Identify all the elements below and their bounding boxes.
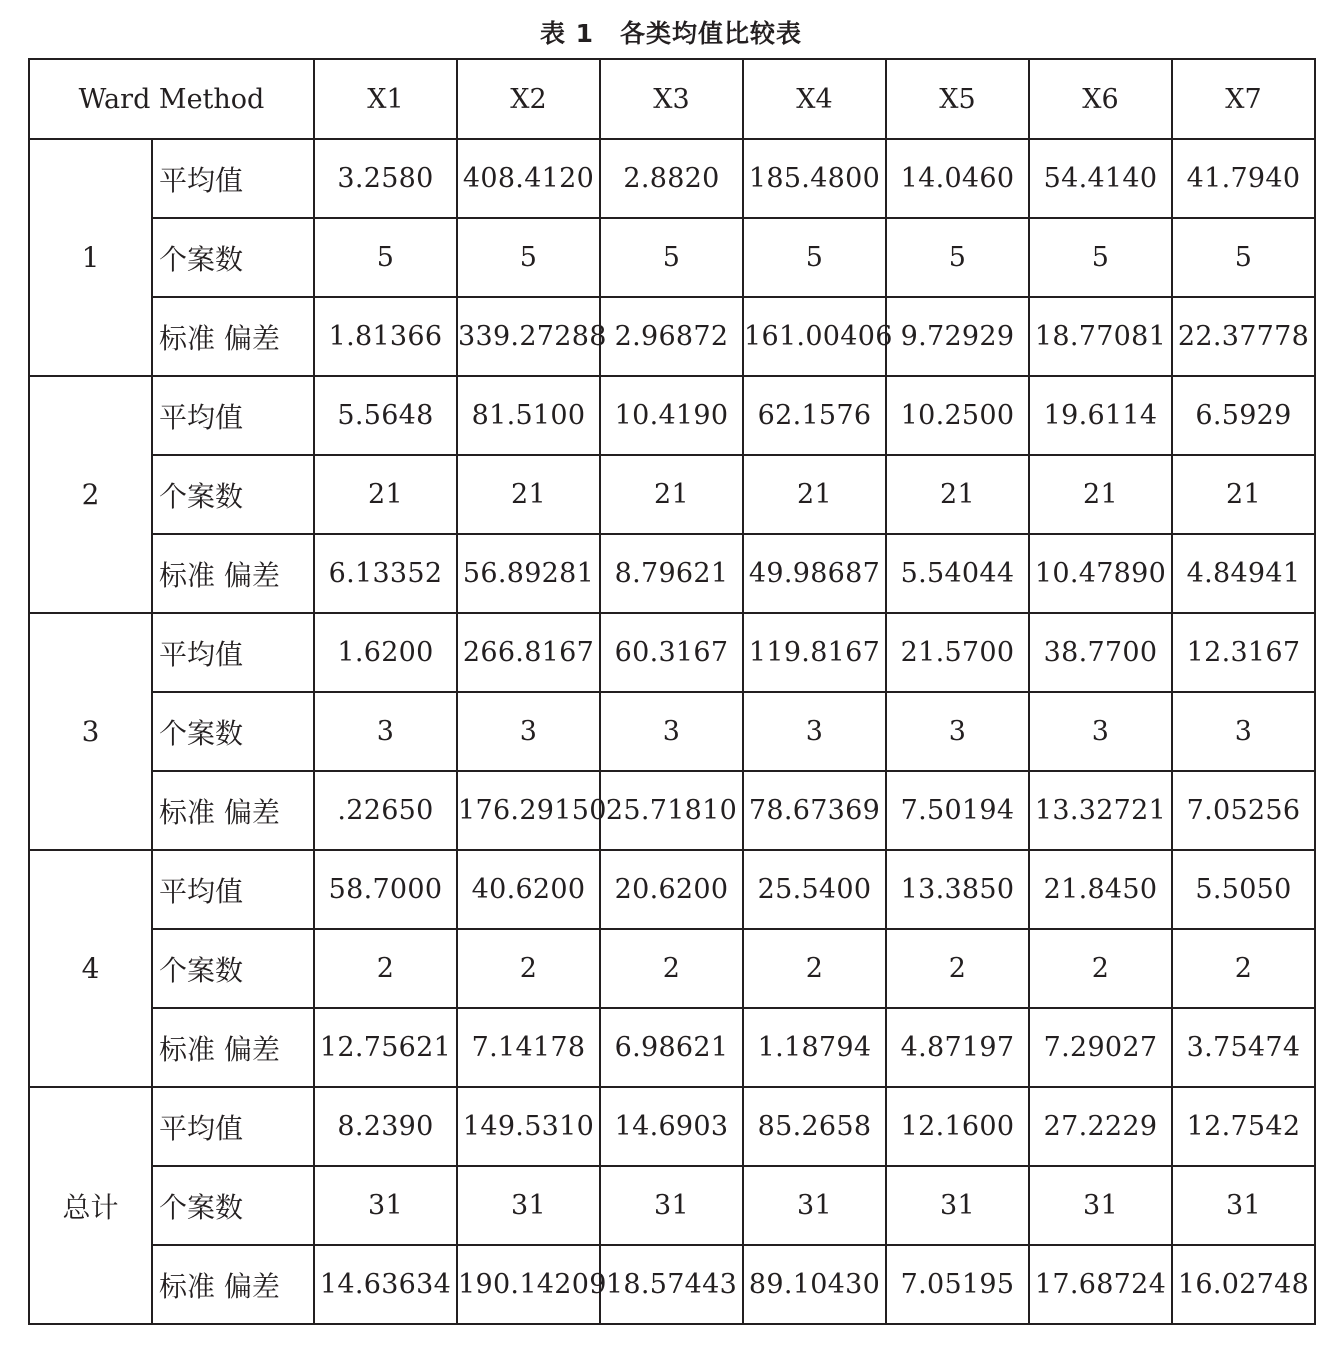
- stat-label: 个案数: [152, 1166, 314, 1245]
- table-row: [29, 692, 1315, 771]
- value-cell: 21.5700: [886, 613, 1029, 692]
- value-cell: 3: [886, 692, 1029, 771]
- value-cell: 6.98621: [600, 1008, 743, 1087]
- value-cell: 49.98687: [743, 534, 886, 613]
- stat-label: 标准 偏差: [152, 1245, 314, 1324]
- header-row: [29, 59, 1315, 139]
- value-cell: 2: [457, 929, 600, 1008]
- value-cell: 3: [457, 692, 600, 771]
- value-cell: 31: [1029, 1166, 1172, 1245]
- value-cell: 31: [886, 1166, 1029, 1245]
- value-cell: 5: [1029, 218, 1172, 297]
- value-cell: 31: [1172, 1166, 1315, 1245]
- value-cell: 7.50194: [886, 771, 1029, 850]
- value-cell: 25.71810: [600, 771, 743, 850]
- value-cell: 185.4800: [743, 139, 886, 218]
- value-cell: 38.7700: [1029, 613, 1172, 692]
- table-row: [29, 613, 1315, 692]
- value-cell: 1.81366: [314, 297, 457, 376]
- stat-label: 个案数: [152, 692, 314, 771]
- value-cell: 266.8167: [457, 613, 600, 692]
- value-cell: 119.8167: [743, 613, 886, 692]
- value-cell: 16.02748: [1172, 1245, 1315, 1324]
- table-row: [29, 929, 1315, 1008]
- value-cell: 56.89281: [457, 534, 600, 613]
- value-cell: 7.29027: [1029, 1008, 1172, 1087]
- value-cell: 21: [886, 455, 1029, 534]
- value-cell: 10.2500: [886, 376, 1029, 455]
- group-label: 4: [29, 850, 152, 1087]
- value-cell: 5.5648: [314, 376, 457, 455]
- column-header: X2: [457, 59, 600, 139]
- value-cell: 13.3850: [886, 850, 1029, 929]
- value-cell: 408.4120: [457, 139, 600, 218]
- value-cell: 4.84941: [1172, 534, 1315, 613]
- value-cell: 1.18794: [743, 1008, 886, 1087]
- column-header: X3: [600, 59, 743, 139]
- value-cell: 5: [600, 218, 743, 297]
- value-cell: 20.6200: [600, 850, 743, 929]
- value-cell: 21: [314, 455, 457, 534]
- table-row: [29, 1166, 1315, 1245]
- stat-label: 平均值: [152, 376, 314, 455]
- value-cell: 3.2580: [314, 139, 457, 218]
- cluster-means-table: [28, 58, 1316, 1325]
- table-row: [29, 455, 1315, 534]
- value-cell: 19.6114: [1029, 376, 1172, 455]
- value-cell: 22.37778: [1172, 297, 1315, 376]
- value-cell: 5: [1172, 218, 1315, 297]
- value-cell: 5.54044: [886, 534, 1029, 613]
- value-cell: 3: [600, 692, 743, 771]
- value-cell: 17.68724: [1029, 1245, 1172, 1324]
- column-header: X1: [314, 59, 457, 139]
- table-row: [29, 850, 1315, 929]
- value-cell: 21: [743, 455, 886, 534]
- table-row: [29, 1245, 1315, 1324]
- value-cell: 2.96872: [600, 297, 743, 376]
- stat-label: 个案数: [152, 929, 314, 1008]
- value-cell: 176.29150: [457, 771, 600, 850]
- value-cell: 190.14209: [457, 1245, 600, 1324]
- value-cell: 3: [314, 692, 457, 771]
- value-cell: 2: [314, 929, 457, 1008]
- value-cell: 7.05195: [886, 1245, 1029, 1324]
- value-cell: 149.5310: [457, 1087, 600, 1166]
- value-cell: 21: [457, 455, 600, 534]
- value-cell: 58.7000: [314, 850, 457, 929]
- value-cell: 21: [1172, 455, 1315, 534]
- column-header: X4: [743, 59, 886, 139]
- table-row: [29, 534, 1315, 613]
- stat-label: 标准 偏差: [152, 534, 314, 613]
- value-cell: 9.72929: [886, 297, 1029, 376]
- stat-label: 个案数: [152, 218, 314, 297]
- stat-label: 平均值: [152, 850, 314, 929]
- value-cell: 60.3167: [600, 613, 743, 692]
- value-cell: 18.57443: [600, 1245, 743, 1324]
- table-caption: 表 1 各类均值比较表: [539, 19, 803, 48]
- table-row: [29, 297, 1315, 376]
- value-cell: 14.6903: [600, 1087, 743, 1166]
- value-cell: 12.75621: [314, 1008, 457, 1087]
- value-cell: 54.4140: [1029, 139, 1172, 218]
- value-cell: 2: [1172, 929, 1315, 1008]
- value-cell: 14.0460: [886, 139, 1029, 218]
- value-cell: 78.67369: [743, 771, 886, 850]
- value-cell: 25.5400: [743, 850, 886, 929]
- value-cell: 3: [1172, 692, 1315, 771]
- value-cell: 18.77081: [1029, 297, 1172, 376]
- value-cell: 27.2229: [1029, 1087, 1172, 1166]
- value-cell: 12.1600: [886, 1087, 1029, 1166]
- stat-label: 平均值: [152, 139, 314, 218]
- value-cell: 14.63634: [314, 1245, 457, 1324]
- stat-label: 平均值: [152, 1087, 314, 1166]
- value-cell: 31: [457, 1166, 600, 1245]
- table-row: [29, 1008, 1315, 1087]
- group-label: 3: [29, 613, 152, 850]
- value-cell: 1.6200: [314, 613, 457, 692]
- group-label: 1: [29, 139, 152, 376]
- value-cell: 8.2390: [314, 1087, 457, 1166]
- value-cell: 2: [1029, 929, 1172, 1008]
- value-cell: 12.3167: [1172, 613, 1315, 692]
- value-cell: 7.14178: [457, 1008, 600, 1087]
- value-cell: 12.7542: [1172, 1087, 1315, 1166]
- table-row: [29, 1087, 1315, 1166]
- value-cell: 339.27288: [457, 297, 600, 376]
- stat-label: 标准 偏差: [152, 771, 314, 850]
- value-cell: 10.4190: [600, 376, 743, 455]
- value-cell: 40.6200: [457, 850, 600, 929]
- value-cell: 10.47890: [1029, 534, 1172, 613]
- column-header: X7: [1172, 59, 1315, 139]
- value-cell: .22650: [314, 771, 457, 850]
- value-cell: 31: [314, 1166, 457, 1245]
- column-header: X5: [886, 59, 1029, 139]
- value-cell: 89.10430: [743, 1245, 886, 1324]
- value-cell: 4.87197: [886, 1008, 1029, 1087]
- value-cell: 2.8820: [600, 139, 743, 218]
- group-label: 总计: [29, 1087, 152, 1324]
- value-cell: 62.1576: [743, 376, 886, 455]
- value-cell: 21: [1029, 455, 1172, 534]
- value-cell: 7.05256: [1172, 771, 1315, 850]
- stat-label: 个案数: [152, 455, 314, 534]
- value-cell: 13.32721: [1029, 771, 1172, 850]
- value-cell: 2: [600, 929, 743, 1008]
- value-cell: 41.7940: [1172, 139, 1315, 218]
- value-cell: 5: [457, 218, 600, 297]
- table-row: [29, 376, 1315, 455]
- value-cell: 161.00406: [743, 297, 886, 376]
- value-cell: 6.5929: [1172, 376, 1315, 455]
- value-cell: 3: [743, 692, 886, 771]
- column-header: X6: [1029, 59, 1172, 139]
- stat-label: 平均值: [152, 613, 314, 692]
- value-cell: 21: [600, 455, 743, 534]
- value-cell: 31: [600, 1166, 743, 1245]
- value-cell: 81.5100: [457, 376, 600, 455]
- value-cell: 8.79621: [600, 534, 743, 613]
- value-cell: 31: [743, 1166, 886, 1245]
- value-cell: 2: [886, 929, 1029, 1008]
- table-row: [29, 218, 1315, 297]
- stat-label: 标准 偏差: [152, 297, 314, 376]
- stat-label: 标准 偏差: [152, 1008, 314, 1087]
- group-label: 2: [29, 376, 152, 613]
- value-cell: 2: [743, 929, 886, 1008]
- value-cell: 3.75474: [1172, 1008, 1315, 1087]
- value-cell: 6.13352: [314, 534, 457, 613]
- value-cell: 5: [743, 218, 886, 297]
- table-row: [29, 139, 1315, 218]
- corner-header: Ward Method: [29, 59, 314, 139]
- value-cell: 5: [886, 218, 1029, 297]
- value-cell: 3: [1029, 692, 1172, 771]
- value-cell: 5: [314, 218, 457, 297]
- value-cell: 21.8450: [1029, 850, 1172, 929]
- value-cell: 5.5050: [1172, 850, 1315, 929]
- table-row: [29, 771, 1315, 850]
- value-cell: 85.2658: [743, 1087, 886, 1166]
